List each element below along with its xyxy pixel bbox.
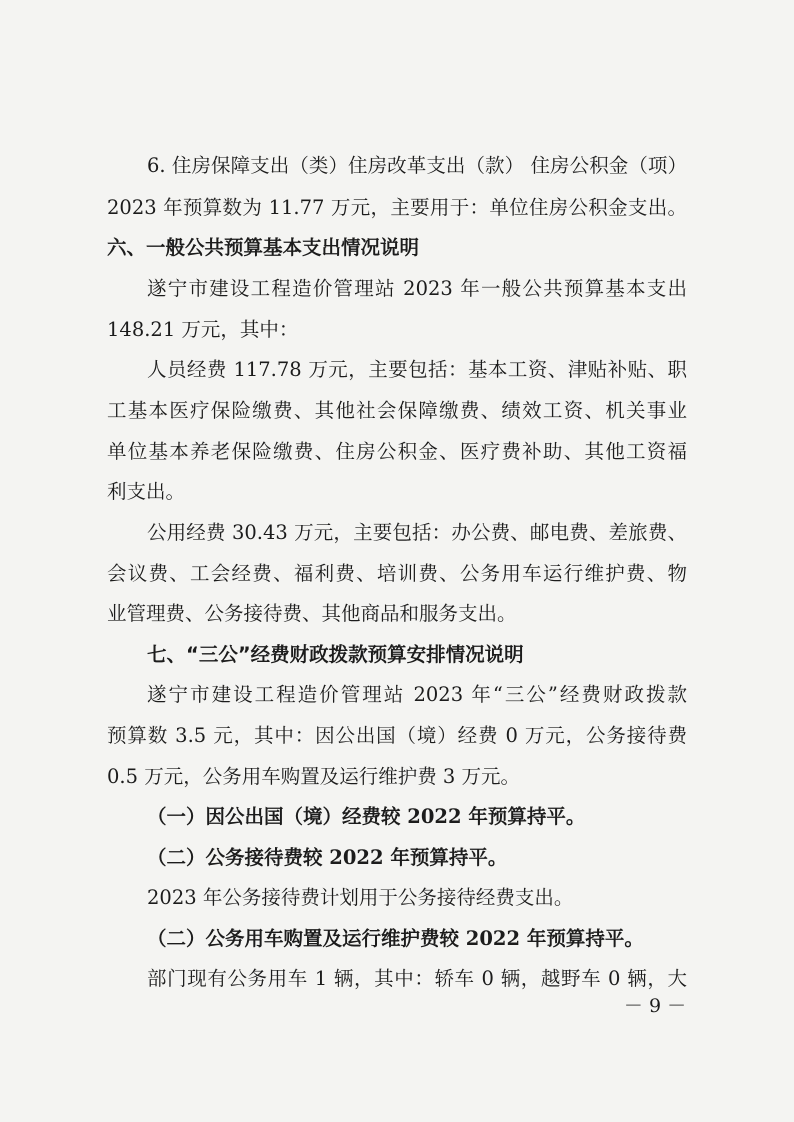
subsection-heading: （二）公务接待费较 2022 年预算持平。 [147,846,508,869]
paragraph-line: 148.21 万元，其中： [107,318,299,341]
paragraph-line: 公用经费 30.43 万元，主要包括：办公费、邮电费、差旅费、 [147,521,687,544]
paragraph-line: 遂宁市建设工程造价管理站 2023 年一般公共预算基本支出 [147,277,687,300]
paragraph-line: 工基本医疗保险缴费、其他社会保障缴费、绩效工资、机关事业 [107,399,687,422]
paragraph-line: 会议费、工会经费、福利费、培训费、公务用车运行维护费、物 [107,562,687,585]
paragraph-line: 2023 年预算数为 11.77 万元，主要用于：单位住房公积金支出。 [107,196,687,219]
paragraph-line: 单位基本养老保险缴费、住房公积金、医疗费补助、其他工资福 [107,440,687,463]
subsection-heading: （二）公务用车购置及运行维护费较 2022 年预算持平。 [147,927,644,950]
paragraph-line: 6. 住房保障支出（类）住房改革支出（款） 住房公积金（项） [147,154,687,177]
subsection-heading: （一）因公出国（境）经费较 2022 年预算持平。 [147,805,586,828]
page-number: － 9 － [623,995,687,1017]
section-heading-7: 七、“三公”经费财政拨款预算安排情况说明 [147,643,524,666]
paragraph-line: 遂宁市建设工程造价管理站 2023 年“三公”经费财政拨款 [147,683,687,706]
paragraph-line: 2023 年公务接待费计划用于公务接待经费支出。 [147,886,574,909]
section-heading-6: 六、一般公共预算基本支出情况说明 [107,236,420,259]
paragraph-line: 部门现有公务用车 1 辆，其中：轿车 0 辆，越野车 0 辆，大 [147,967,687,990]
paragraph-line: 人员经费 117.78 万元，主要包括：基本工资、津贴补贴、职 [147,358,687,381]
paragraph-line: 业管理费、公务接待费、其他商品和服务支出。 [107,602,517,625]
paragraph-line: 0.5 万元，公务用车购置及运行维护费 3 万元。 [107,765,521,788]
paragraph-line: 利支出。 [107,480,186,503]
paragraph-line: 预算数 3.5 元，其中：因公出国（境）经费 0 万元，公务接待费 [107,724,687,747]
